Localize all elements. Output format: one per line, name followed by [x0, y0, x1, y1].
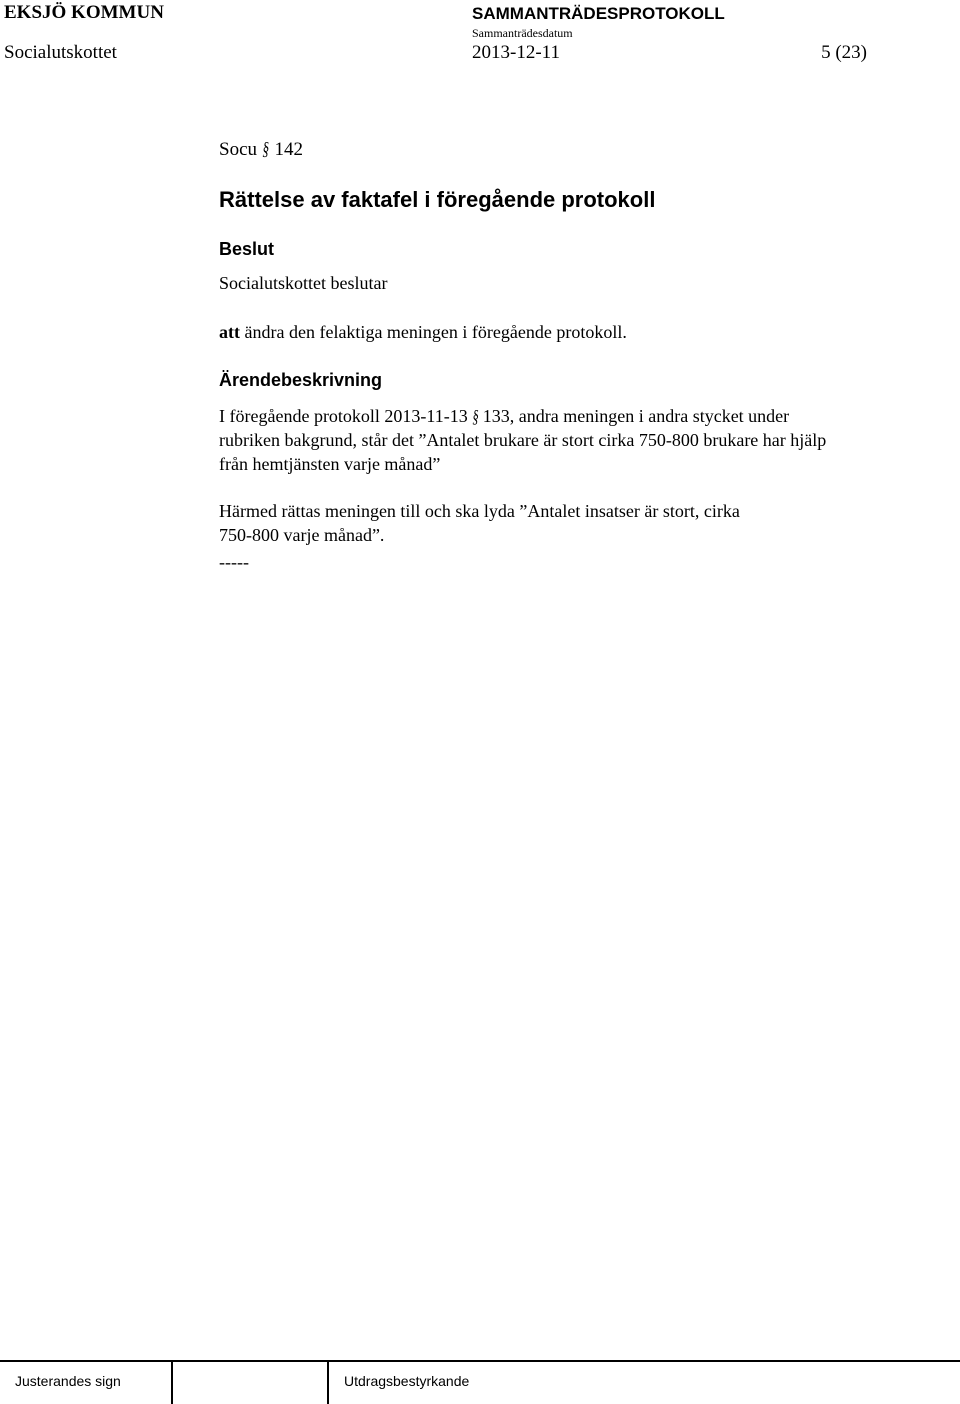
end-marker: ----- — [219, 552, 249, 572]
text-line: från hemtjänsten varje månad” — [219, 454, 441, 474]
footer-column-divider — [327, 1360, 329, 1404]
description-paragraph-2 — [219, 499, 919, 547]
text-segment: 133, andra meningen i andra stycket under — [482, 406, 790, 426]
decision-heading: Beslut — [219, 239, 275, 259]
document-type: SAMMANTRÄDESPROTOKOLL — [472, 4, 725, 23]
meeting-date: 2013-12-11 — [472, 42, 560, 63]
text-line: Härmed rättas meningen till och ska lyda ”Antalet insatser är stort, cirka — [219, 501, 740, 521]
page-title: Rättelse av faktafel i föregående protokoll — [219, 187, 656, 212]
meeting-date-label: Sammanträdesdatum — [472, 26, 573, 40]
text-line: 750-800 varje månad”. — [219, 525, 385, 545]
committee-name: Socialutskottet — [4, 42, 117, 63]
description-paragraph-1 — [219, 404, 919, 476]
text-segment: I föregående protokoll 2013-11-13 — [219, 406, 468, 426]
decision-intro: Socialutskottet beslutar — [219, 273, 388, 293]
decision-att-text: ändra den felaktiga meningen i föregående protokoll. — [240, 322, 627, 342]
section-sign: § — [472, 406, 479, 426]
section-sign: § — [262, 139, 270, 160]
page-number: 5 (23) — [821, 42, 867, 63]
decision-text — [219, 322, 627, 343]
text-line: rubriken bakgrund, står det ”Antalet brukare är stort cirka 750-800 brukare har hjälp — [219, 430, 827, 450]
footer-divider — [0, 1360, 960, 1362]
description-heading: Ärendebeskrivning — [219, 370, 383, 390]
decision-att-word: att — [219, 322, 240, 342]
paragraph-reference — [219, 139, 303, 161]
signature-label: Justerandes sign — [15, 1373, 121, 1389]
footer-column-divider — [171, 1360, 173, 1404]
text-line — [219, 404, 919, 428]
paragraph-number: 142 — [274, 139, 303, 160]
paragraph-prefix: Socu — [219, 139, 257, 160]
organization-name: EKSJÖ KOMMUN — [4, 2, 164, 23]
verification-label: Utdragsbestyrkande — [344, 1373, 470, 1389]
